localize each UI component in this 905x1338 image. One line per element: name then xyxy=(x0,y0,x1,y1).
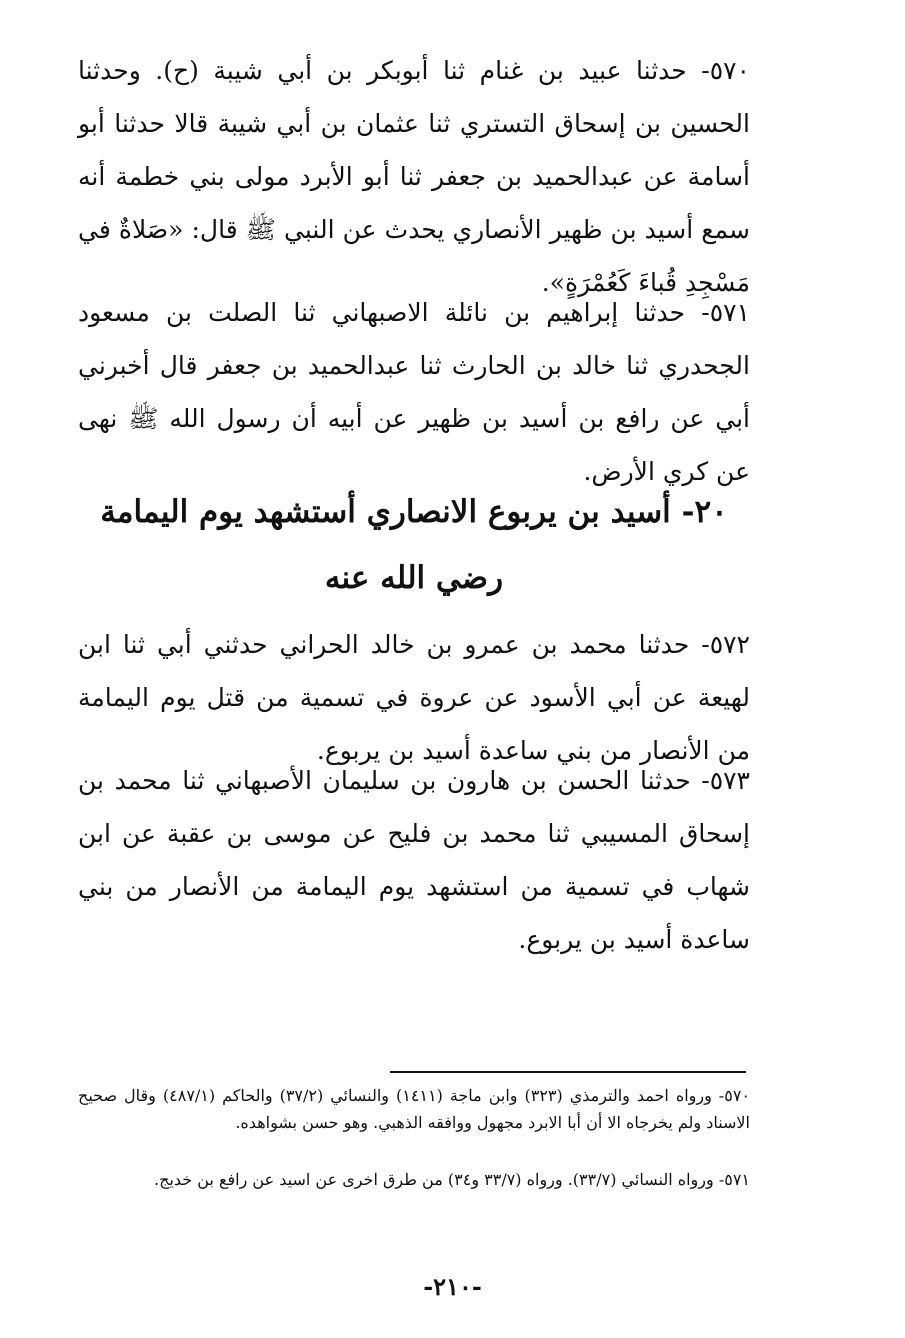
page-number: -٢١٠- xyxy=(423,1272,482,1301)
section-title-subline: رضي الله عنه xyxy=(324,560,504,596)
hadith-573: ٥٧٣- حدثنا الحسن بن هارون بن سليمان الأصبهاني ثنا محمد بن إسحاق المسيبي ثنا محمد بن فليح عن موسى بن عقبة عن ابن شهاب في تسمية من استشهد يوم اليمامة من الأنصار من بني ساعدة أسيد بن يربوع. xyxy=(78,766,750,954)
footnote-divider xyxy=(390,1071,746,1073)
footnote-570: ٥٧٠- ورواه احمد والترمذي (٣٢٣) وابن ماجة (١٤١١) والنسائي (٣٧/٢) والحاكم (٤٨٧/١) وقال صحيح الاسناد ولم يخرجاه الا أن أبا الابرد مجهول ووافقه الذهبي. وهو حسن بشواهده. xyxy=(78,1086,750,1132)
section-title: ٢٠- أسيد بن يربوع الانصاري أستشهد يوم اليمامة xyxy=(100,494,728,530)
footnote-571: ٥٧١- ورواه النسائي (٣٣/٧). ورواه (٣٣/٧ و٣٤) من طرق اخرى عن اسيد عن رافع بن خديج. xyxy=(154,1170,750,1189)
hadith-572: ٥٧٢- حدثنا محمد بن عمرو بن خالد الحراني حدثني أبي ثنا ابن لهيعة عن أبي الأسود عن عروة في تسمية من قتل يوم اليمامة من الأنصار من بني ساعدة أسيد بن يربوع. xyxy=(78,630,750,765)
hadith-571: ٥٧١- حدثنا إبراهيم بن نائلة الاصبهاني ثنا الصلت بن مسعود الجحدري ثنا خالد بن الحارث ثنا عبدالحميد بن جعفر قال أخبرني أبي عن رافع بن أسيد بن ظهير عن أبيه أن رسول الله ﷺ نهى عن كري الأرض. xyxy=(78,298,750,486)
hadith-570: ٥٧٠- حدثنا عبيد بن غنام ثنا أبوبكر بن أبي شيبة (ح). وحدثنا الحسين بن إسحاق التستري ثنا عثمان بن أبي شيبة قالا حدثنا أبو أسامة عن عبدالحميد بن جعفر ثنا أبو الأبرد مولى بني خطمة أنه سمع أسيد بن ظهير الأنصاري يحدث عن النبي ﷺ قال: «صَلاةٌ في مَسْجِدِ قُباءَ كَعُمْرَةٍ». xyxy=(78,56,750,297)
